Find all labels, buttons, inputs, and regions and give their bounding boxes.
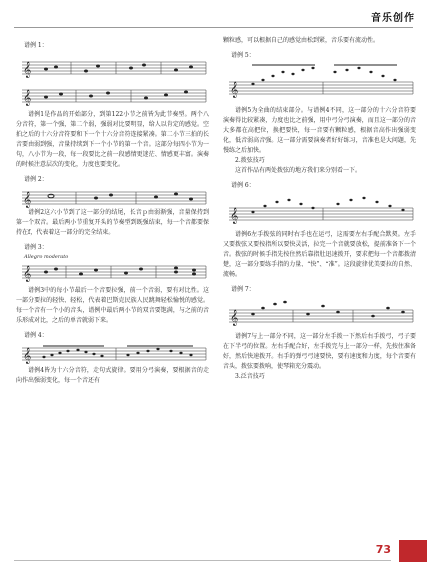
header-divider — [14, 27, 413, 28]
example-5-label: 谱例 5： — [231, 52, 255, 59]
example-2-label: 谱例 2： — [24, 176, 48, 183]
section-2-intro: 这首作品有两处拨弦的地方我们来分别看一下。 — [235, 167, 362, 174]
svg-text:𝄞: 𝄞 — [23, 348, 32, 364]
example-2-description: 谱例2这六小节到了这一部分的结尾，长音ｐ由弱渐强，音量保持到第一个双音。最后两小节重复开头的节奏型到既强结束，每一个音都要保持在f，代表着这一部分的完全结束。 — [16, 209, 209, 236]
svg-text:𝄞: 𝄞 — [230, 82, 239, 98]
footer-accent-bar — [399, 540, 427, 562]
svg-text:𝄞: 𝄞 — [230, 310, 239, 326]
svg-text:𝄞: 𝄞 — [23, 90, 32, 106]
svg-text:𝄞: 𝄞 — [23, 266, 32, 282]
score-example-4 — [16, 342, 209, 366]
svg-text:𝄞: 𝄞 — [23, 62, 32, 78]
example-6-label: 谱例 6： — [231, 182, 255, 189]
example-4-description: 谱例4皆为十六分音符，走句式旋律。要用分弓演奏，要根据音的走向作出强弱变化，每一个音还有 — [16, 367, 209, 384]
score-example-3 — [16, 260, 209, 286]
example-7-label: 谱例 7： — [231, 286, 255, 293]
right-column — [223, 36, 416, 382]
score-example-5 — [223, 62, 416, 106]
left-column — [16, 36, 209, 386]
score-example-1 — [16, 52, 209, 110]
page-section-title: 音乐创作 — [371, 13, 415, 24]
score-example-6 — [223, 192, 416, 230]
svg-text:𝄞: 𝄞 — [23, 192, 32, 208]
example-3-tempo: Allegro moderato — [24, 254, 69, 260]
section-3-heading: 3.泛音技巧 — [235, 373, 265, 380]
score-example-2 — [16, 186, 209, 208]
section-2-heading: 2.拨弦技巧 — [235, 157, 265, 164]
example-3-description: 谱例3中的每小节最后一个音要拉强，前一个音弱，要有对比性。这一部分要拉的轻快、轻松，代表着巴斯克民族人民跳舞轻松愉悦的感觉。每一个音有一个小的音头，谱例中最后两小节的双音要饱满，与之前的音乐形成对比，之后的单音就弱下来。 — [16, 287, 209, 324]
score-example-7 — [223, 296, 416, 332]
footer-divider — [14, 560, 391, 561]
example-6-description: 谱例6左手拨弦的同时右手也在运弓，这需要左右手配合默契。左手又要拨弦又要按指所以要快灵活，拉完一个音就要放松，提前准备下一个音。拨弦的时候手指先按住然后靠指肚迅速拨开，要求把每一个音都拨清楚，这一部分要练手指的力量、“快”、“准”。这段旋律优美要拉的自然、流畅。 — [223, 231, 416, 278]
example-5-description: 谱例5为全曲的结束部分。与谱例4不同，这一部分的十六分音符要演奏得比较紧凑，力度也比之前强，用中弓分弓演奏，而且这一部分的音大多都在高把位，换把要快，每一音要有颗粒感，根据音高作出强弱变化，低音弱高音强。这一部分需要演奏者好好练习，音准也是大问题，先慢练之后加快。 — [223, 107, 416, 154]
example-3-label: 谱例 3： — [24, 244, 48, 251]
example-4-label: 谱例 4： — [24, 332, 48, 339]
example-1-description: 谱例1是作品的开始部分，到第122小节之前皆为此节奏型。两个八分音符，第一个强，第二个弱，强弱对比要明显，给人以肯定的感觉。空拍之后的十六分音符要和下一个十六分音符连接紧凑。第二小节三拍的长音要由弱到强，音量持续到下一个小节的第一个音。这部分每四小节为一句，八小节为一段，每一段要比之前一段感情更迷茫、情感更丰富。演奏的时候注意层次的变化，力度也要变化。 — [16, 111, 209, 168]
page-number: 73 — [375, 543, 391, 556]
svg-text:𝄞: 𝄞 — [230, 208, 239, 224]
continued-text: 颗粒感，可以根据自己的感觉由松到紧，音乐要有流动性。 — [223, 37, 380, 44]
example-7-description: 谱例7与上一部分不同，这一部分左手拨一下然后右手拨弓，弓子要在下半弓的位置。左右手配合好，左手拨完与上一部分一样，先按住准备好，然后快速拨开。右手的弹弓弓速要快，要有速度和力度，每个音要有音头，拨弦要拨响，使琴箱充分震动。 — [223, 333, 416, 370]
example-1-label: 谱例 1： — [24, 42, 48, 49]
